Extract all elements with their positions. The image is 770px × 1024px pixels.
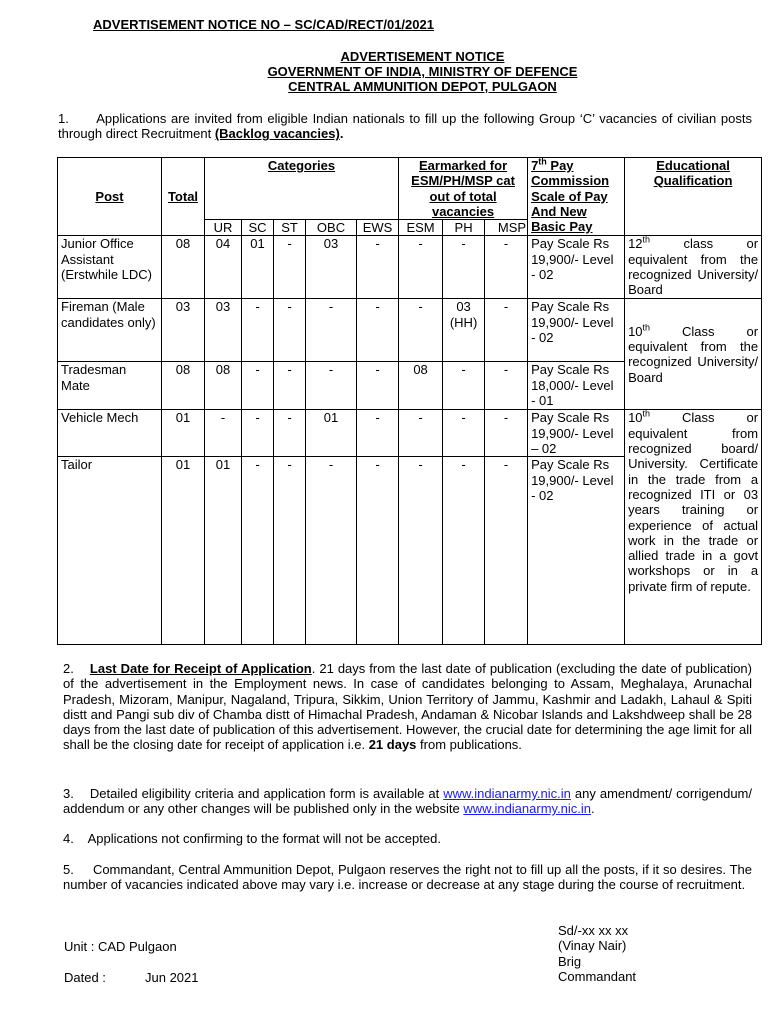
post-name: Tailor [58, 457, 162, 645]
header-education [625, 158, 762, 236]
paragraph-3-text-1: Detailed eligibility criteria and application form is available at [89, 786, 440, 801]
ews-cell: - [357, 410, 399, 457]
pay-cell: Pay Scale Rs 19,900/- Level - 02 [528, 457, 625, 645]
esm-cell: 08 [399, 362, 443, 410]
ur-cell: 08 [205, 362, 242, 410]
ph-cell: 03 (HH) [443, 299, 485, 362]
st-cell: - [274, 362, 306, 410]
ews-cell: - [357, 457, 399, 645]
post-name: Fireman (Male candidates only) [58, 299, 162, 362]
paragraph-2-number: 2. [63, 661, 74, 676]
subheader-msp: MSP [485, 220, 528, 236]
ur-cell: - [205, 410, 242, 457]
esm-cell: - [399, 236, 443, 299]
header-pay-scale [528, 158, 625, 236]
signatory-name: (Vinay Nair) [558, 938, 627, 954]
edu1-prefix: 12 [628, 236, 643, 252]
edu3-text: Class or equivalent from recognized board/ University. Certificate in the trade from a recognized ITI or 03 years training or experience of actual work in the trade or allied trade in a govt workshops or in a private firm of repute. [628, 410, 759, 594]
paragraph-1 [58, 111, 752, 142]
paragraph-4-text: Applications not confirming to the format will not be accepted. [87, 831, 441, 846]
total-cell: 01 [162, 410, 205, 457]
total-cell: 08 [162, 362, 205, 410]
sc-cell: - [242, 457, 274, 645]
pay-cell: Pay Scale Rs 19,900/- Level - 02 [528, 299, 625, 362]
msp-cell: - [485, 457, 528, 645]
unit-line: Unit : CAD Pulgaon [64, 939, 177, 954]
obc-cell: 03 [306, 236, 357, 299]
paragraph-4 [63, 831, 752, 846]
subheader-esm: ESM [399, 220, 443, 236]
paragraph-4-number: 4. [63, 831, 74, 846]
edu3-superscript: th [642, 409, 651, 420]
total-cell: 08 [162, 236, 205, 299]
header-pay-prefix: 7 [531, 158, 539, 173]
subheader-st: ST [274, 220, 306, 236]
st-cell: - [274, 457, 306, 645]
subheader-ews: EWS [357, 220, 399, 236]
notice-number: ADVERTISEMENT NOTICE NO – SC/CAD/RECT/01/2021 [93, 17, 434, 32]
signatory-designation: Commandant [558, 968, 637, 984]
sc-cell: - [242, 299, 274, 362]
sc-cell: - [242, 362, 274, 410]
subheader-obc: OBC [306, 220, 357, 236]
heading-line-1: ADVERTISEMENT NOTICE [340, 49, 505, 64]
header-earmarked [399, 158, 528, 220]
edu2-superscript: th [642, 322, 651, 333]
total-cell: 01 [162, 457, 205, 645]
edu1-text: class or equivalent from the recognized University/ Board [628, 236, 759, 298]
obc-cell: - [306, 299, 357, 362]
dated-value: Jun 2021 [145, 970, 199, 985]
ph-cell: - [443, 457, 485, 645]
esm-cell: - [399, 299, 443, 362]
ph-cell: - [443, 362, 485, 410]
heading-line-2: GOVERNMENT OF INDIA, MINISTRY OF DEFENCE [267, 64, 578, 79]
ur-cell: 01 [205, 457, 242, 645]
msp-cell: - [485, 299, 528, 362]
ews-cell: - [357, 236, 399, 299]
edu1-superscript: th [642, 235, 651, 246]
paragraph-1-end: . [339, 126, 344, 142]
paragraph-3-text-2: any amendment/ corrigendum/ addendum or any other changes will be published only in the website [63, 786, 752, 817]
sc-cell: - [242, 410, 274, 457]
table-row [58, 410, 762, 457]
paragraph-2-end: from publications. [420, 737, 522, 753]
post-name: Junior Office Assistant (Erstwhile LDC) [58, 236, 162, 299]
st-cell: - [274, 299, 306, 362]
post-name: Vehicle Mech [58, 410, 162, 457]
ph-cell: - [443, 236, 485, 299]
indianarmy-link-2[interactable]: www.indianarmy.nic.in [463, 801, 592, 817]
msp-cell: - [485, 410, 528, 457]
signature-line: Sd/-xx xx xx [558, 923, 629, 938]
edu2-prefix: 10 [628, 323, 643, 339]
paragraph-5-text: Commandant, Central Ammunition Depot, Pulgaon reserves the right not to fill up all the posts, if it so desires. The number of vacancies indicated above may vary i.e. increase or decrease at any stage during the course of recruitment. [63, 862, 752, 893]
paragraph-5 [63, 862, 752, 893]
obc-cell: 01 [306, 410, 357, 457]
backlog-vacancies-text: (Backlog vacancies) [214, 126, 340, 142]
table-row [58, 299, 762, 362]
dated-label: Dated : [64, 970, 106, 985]
header-post [58, 158, 162, 236]
indianarmy-link-1[interactable]: www.indianarmy.nic.in [443, 786, 571, 801]
subheader-sc: SC [242, 220, 274, 236]
st-cell: - [274, 410, 306, 457]
obc-cell: - [306, 457, 357, 645]
header-total-label: Total [167, 189, 199, 205]
sc-cell: 01 [242, 236, 274, 299]
st-cell: - [274, 236, 306, 299]
vacancy-table [57, 157, 762, 645]
header-post-label: Post [95, 189, 124, 205]
education-cell-3 [625, 410, 762, 645]
education-cell-2 [625, 299, 762, 410]
paragraph-1-text: Applications are invited from eligible Indian nationals to fill up the following Group ‘C’ vacancies of civilian posts through direct Recruitment [58, 111, 752, 142]
header-total [162, 158, 205, 236]
paragraph-2 [63, 661, 752, 753]
paragraph-1-number: 1. [58, 111, 69, 126]
header-categories-label: Categories [267, 158, 336, 173]
pay-cell: Pay Scale Rs 19,900/- Level - 02 [528, 236, 625, 299]
header-education-label: Educational Qualification [653, 158, 733, 189]
paragraph-2-text: . 21 days from the last date of publication (excluding the date of publication) of the advertisement in the Employment news. In case of candidates belonging to Assam, Meghalaya, Arunachal Pradesh, Mizoram, Manipur, Nagaland, Tripura, Sikkim, Union Territory of Jammu, Kashmir and Ladakh, Lahaul & Spiti distt and Pangi sub div of Chamba distt of Himachal Pradesh, Andaman & Nicobar Islands and Lakshdweep shall be 28 days from the last date of publication of this advertisement. However, the crucial date for determining the age limit for all shall be the closing date for receipt of application i.e. [63, 661, 752, 753]
msp-cell: - [485, 236, 528, 299]
deadline-days: 21 days [368, 737, 417, 753]
pay-cell: Pay Scale Rs 18,000/- Level - 01 [528, 362, 625, 410]
esm-cell: - [399, 410, 443, 457]
education-cell-1 [625, 236, 762, 299]
paragraph-3 [63, 786, 752, 817]
esm-cell: - [399, 457, 443, 645]
post-name: Tradesman Mate [58, 362, 162, 410]
edu3-prefix: 10 [628, 410, 643, 426]
last-date-title: Last Date for Receipt of Application [89, 661, 312, 676]
heading-line-3: CENTRAL AMMUNITION DEPOT, PULGAON [288, 79, 557, 94]
obc-cell: - [306, 362, 357, 410]
signature-block [558, 923, 636, 984]
table-row [58, 236, 762, 299]
total-cell: 03 [162, 299, 205, 362]
ews-cell: - [357, 362, 399, 410]
header-categories [205, 158, 399, 220]
ews-cell: - [357, 299, 399, 362]
edu2-text: Class or equivalent from the recognized University/ Board [628, 323, 759, 385]
subheader-ph: PH [443, 220, 485, 236]
header-pay-superscript: th [538, 156, 547, 167]
paragraph-3-number: 3. [63, 786, 74, 801]
paragraph-5-number: 5. [63, 862, 74, 877]
ur-cell: 04 [205, 236, 242, 299]
signatory-rank: Brig [558, 953, 582, 969]
msp-cell: - [485, 362, 528, 410]
header-pay-label: Pay Commission Scale of Pay And New Basic Pay [531, 158, 610, 235]
ph-cell: - [443, 410, 485, 457]
subheader-ur: UR [205, 220, 242, 236]
header-earmarked-label: Earmarked for ESM/PH/MSP cat out of total vacancies [411, 158, 515, 219]
paragraph-3-end: . [591, 801, 595, 817]
ur-cell: 03 [205, 299, 242, 362]
pay-cell: Pay Scale Rs 19,900/- Level – 02 [528, 410, 625, 457]
